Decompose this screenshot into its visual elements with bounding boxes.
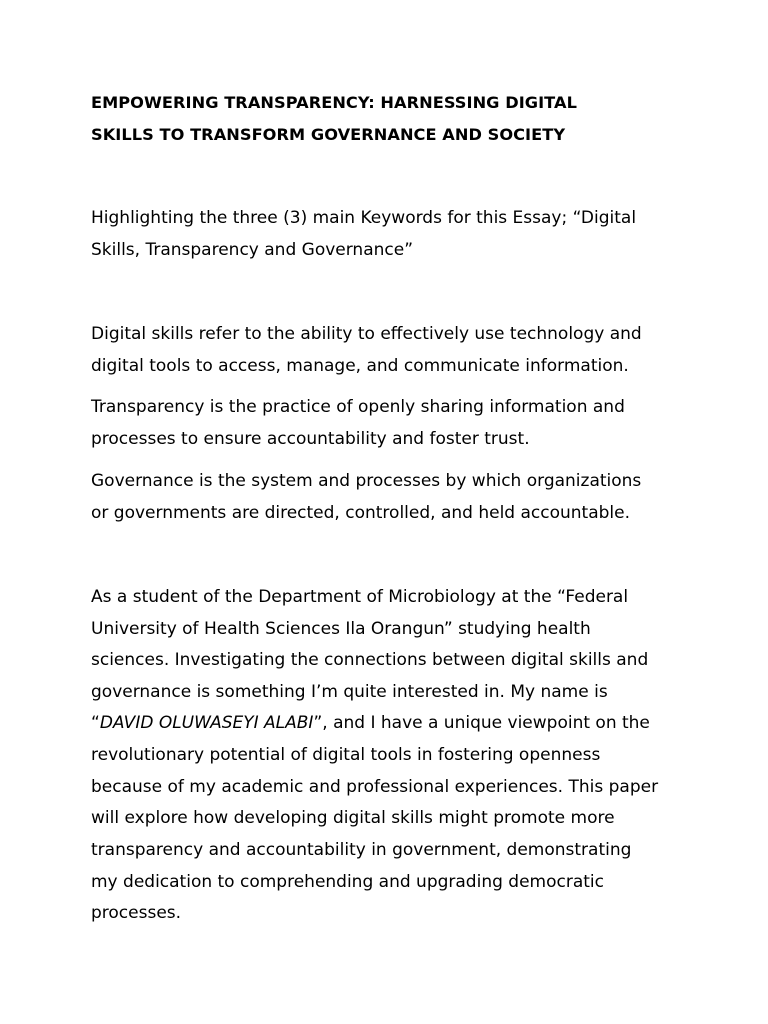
governance-definition-line-2: or governments are directed, controlled, and held accountable.	[91, 503, 631, 523]
body-line-11: processes.	[91, 903, 182, 923]
transparency-definition-line-2: processes to ensure accountability and foster trust.	[91, 429, 530, 449]
intro-line-2: Skills, Transparency and Governance”	[91, 240, 414, 260]
body-line-10: my dedication to comprehending and upgrading democratic	[91, 872, 604, 892]
body-line-9: transparency and accountability in government, demonstrating	[91, 840, 632, 860]
digital-skills-definition-line-2: digital tools to access, manage, and communicate information.	[91, 356, 629, 376]
body-line-3: sciences. Investigating the connections between digital skills and	[91, 650, 649, 670]
body-line-2: University of Health Sciences Ila Orangun” studying health	[91, 619, 591, 639]
body-line-7: because of my academic and professional experiences. This paper	[91, 777, 659, 797]
body-line-1: As a student of the Department of Microbiology at the “Federal	[91, 587, 629, 607]
author-name-prefix: “	[91, 713, 100, 733]
digital-skills-definition-line-1: Digital skills refer to the ability to effectively use technology and	[91, 324, 642, 344]
governance-definition-line-1: Governance is the system and processes by which organizations	[91, 471, 642, 491]
intro-line-1: Highlighting the three (3) main Keywords for this Essay; “Digital	[91, 208, 637, 228]
title-line-2: SKILLS TO TRANSFORM GOVERNANCE AND SOCIETY	[91, 125, 566, 144]
body-line-6: revolutionary potential of digital tools in fostering openness	[91, 745, 601, 765]
body-line-4: governance is something I’m quite interested in. My name is	[91, 682, 608, 702]
title-line-1: EMPOWERING TRANSPARENCY: HARNESSING DIGITAL	[91, 93, 577, 112]
body-line-8: will explore how developing digital skills might promote more	[91, 808, 615, 828]
author-name-suffix: ”, and I have a unique viewpoint on the	[313, 713, 650, 733]
author-name: DAVID OLUWASEYI ALABI	[99, 713, 314, 733]
transparency-definition-line-1: Transparency is the practice of openly sharing information and	[91, 397, 625, 417]
author-name-line	[91, 713, 650, 733]
